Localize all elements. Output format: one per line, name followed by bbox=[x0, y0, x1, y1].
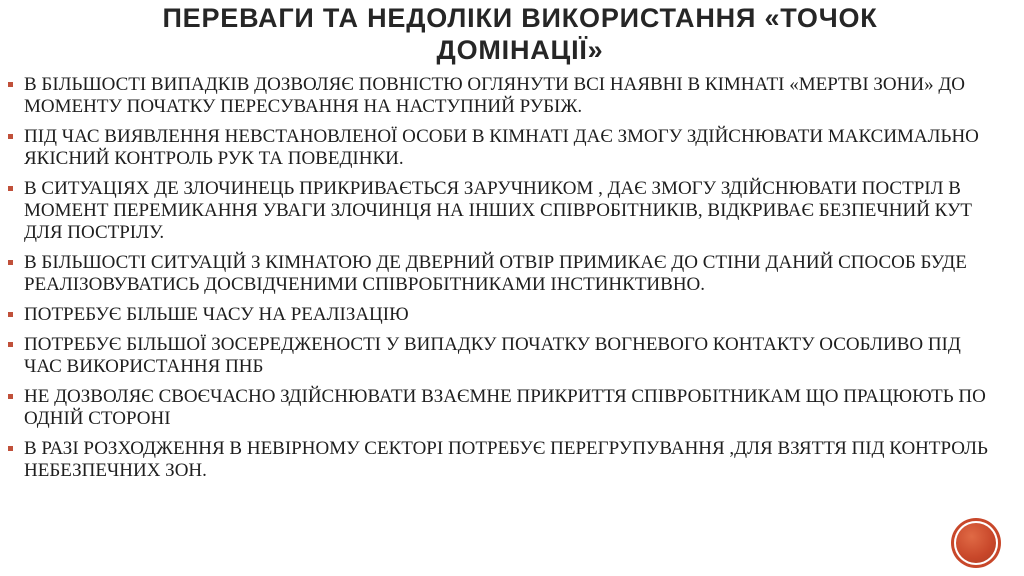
list-item bbox=[8, 74, 998, 118]
square-bullet-icon bbox=[8, 260, 13, 265]
square-bullet-icon bbox=[8, 312, 13, 317]
list-item bbox=[8, 386, 998, 430]
bullet-text: В РАЗІ РОЗХОДЖЕННЯ В НЕВІРНОМУ СЕКТОРІ ПОТРЕБУЄ ПЕРЕГРУПУВАННЯ ,ДЛЯ ВЗЯТТЯ ПІД КОНТРОЛЬ НЕБЕЗПЕЧНИХ ЗОН. bbox=[24, 438, 988, 481]
bullet-list bbox=[8, 74, 998, 490]
slide-title: ПЕРЕВАГИ ТА НЕДОЛІКИ ВИКОРИСТАННЯ «ТОЧОК ДОМІНАЦІЇ» bbox=[162, 3, 878, 65]
bullet-text: ПОТРЕБУЄ БІЛЬШОЇ ЗОСЕРЕДЖЕНОСТІ У ВИПАДКУ ПОЧАТКУ ВОГНЕВОГО КОНТАКТУ ОСОБЛИВО ПІД ЧАС ВИКОРИСТАННЯ ПНБ bbox=[24, 334, 961, 377]
bullet-text: В БІЛЬШОСТІ СИТУАЦІЙ З КІМНАТОЮ ДЕ ДВЕРНИЙ ОТВІР ПРИМИКАЄ ДО СТІНИ ДАНИЙ СПОСОБ БУДЕ РЕАЛІЗОВУВАТИСЬ ДОСВІДЧЕНИМИ СПІВРОБІТНИКАМИ ІНСТИНКТИВНО. bbox=[24, 252, 967, 295]
square-bullet-icon bbox=[8, 446, 13, 451]
list-item bbox=[8, 334, 998, 378]
circle-logo-icon bbox=[954, 521, 998, 565]
list-item bbox=[8, 178, 998, 244]
bullet-text: ПІД ЧАС ВИЯВЛЕННЯ НЕВСТАНОВЛЕНОЇ ОСОБИ В КІМНАТІ ДАЄ ЗМОГУ ЗДІЙСНЮВАТИ МАКСИМАЛЬНО ЯКІСНИЙ КОНТРОЛЬ РУК ТА ПОВЕДІНКИ. bbox=[24, 126, 979, 169]
bullet-text: В БІЛЬШОСТІ ВИПАДКІВ ДОЗВОЛЯЄ ПОВНІСТЮ ОГЛЯНУТИ ВСІ НАЯВНІ В КІМНАТІ «МЕРТВІ ЗОНИ» ДО МОМЕНТУ ПОЧАТКУ ПЕРЕСУВАННЯ НА НАСТУПНИЙ РУБІЖ. bbox=[24, 74, 966, 117]
bullet-text: ПОТРЕБУЄ БІЛЬШЕ ЧАСУ НА РЕАЛІЗАЦІЮ bbox=[24, 304, 409, 325]
list-item bbox=[8, 126, 998, 170]
square-bullet-icon bbox=[8, 186, 13, 191]
list-item bbox=[8, 438, 998, 482]
bullet-text: НЕ ДОЗВОЛЯЄ СВОЄЧАСНО ЗДІЙСНЮВАТИ ВЗАЄМНЕ ПРИКРИТТЯ СПІВРОБІТНИКАМ ЩО ПРАЦЮЮТЬ ПО ОДНІЙ СТОРОНІ bbox=[24, 386, 986, 429]
list-item bbox=[8, 304, 998, 326]
square-bullet-icon bbox=[8, 394, 13, 399]
square-bullet-icon bbox=[8, 134, 13, 139]
list-item bbox=[8, 252, 998, 296]
bullet-text: В СИТУАЦІЯХ ДЕ ЗЛОЧИНЕЦЬ ПРИКРИВАЄТЬСЯ ЗАРУЧНИКОМ , ДАЄ ЗМОГУ ЗДІЙСНЮВАТИ ПОСТРІЛ В МОМЕНТ ПЕРЕМИКАННЯ УВАГИ ЗЛОЧИНЦЯ НА ІНШИХ СПІВРОБІТНИКІВ, ВІДКРИВАЄ БЕЗПЕЧНИЙ КУТ ДЛЯ ПОСТРІЛУ. bbox=[24, 178, 973, 243]
square-bullet-icon bbox=[8, 82, 13, 87]
square-bullet-icon bbox=[8, 342, 13, 347]
